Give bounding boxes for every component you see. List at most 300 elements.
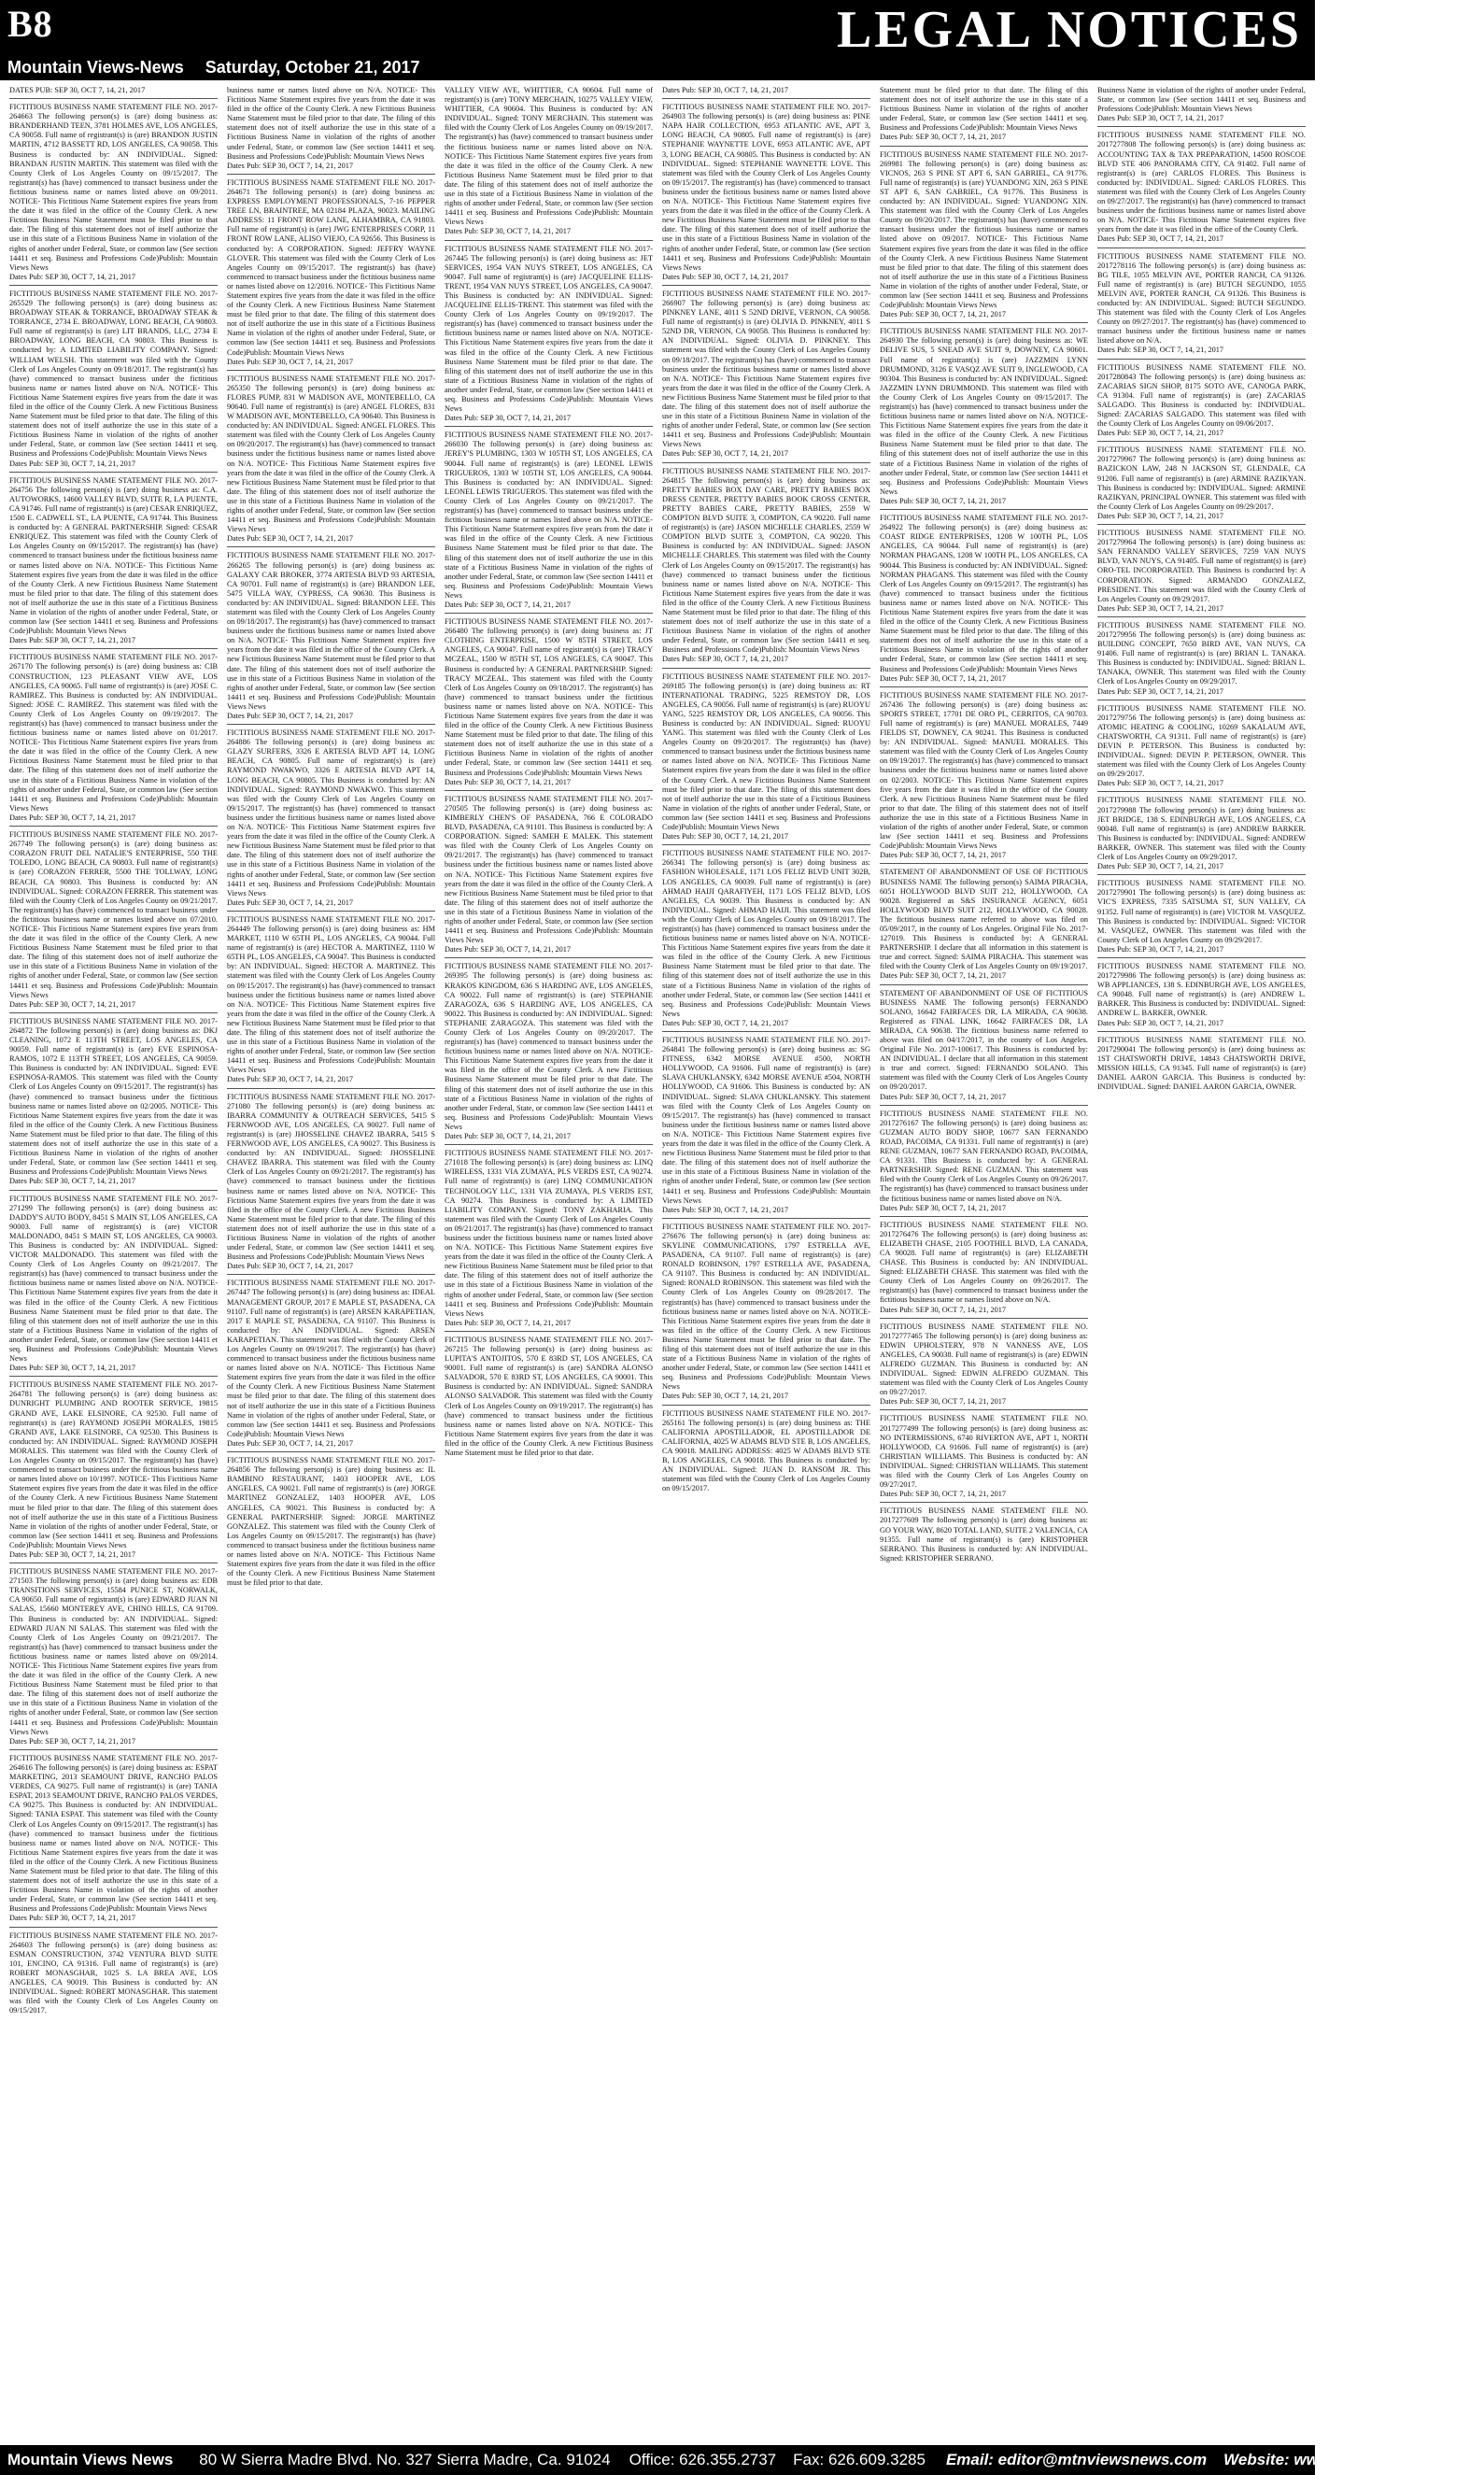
notice-heading: FICTITIOUS BUSINESS NAME STATEMENT FILE NO. 2017278116 (1097, 251, 1306, 270)
notice-body: The following person(s) is (are) doing business as: GUZMAN AUTO BODY SHOP, 10677 SAN FERNANDO ROAD, PACOIMA, CA 91331. Full name of registrant(s) is (are) RENE GUZMAN, 10677 SAN FERNANDO ROAD, PACOIMA, CA 91331. This Business is conducted by: A GENERAL PARTNERSHIP. Signed: RENE GUZMAN. This statement was filed with the County Clerk of Los Angeles County on 09/26/2017. The registrant(s) has (have) commenced to transact business under the fictitious business name or names listed above on N/A. (880, 1118, 1088, 1203)
legal-notice (9, 290, 218, 469)
notice-body: The following person(s) is (are) doing business as: WB APPLIANCES, 138 S. EDINBURGH AVE, LOS ANGELES, CA 90048. Full name of registrant(s) is (are) ANDREW L. BARKER. This Business is conducted by: INDIVIDUAL. Signed: ANDREW L. BARKER, OWNER. (1097, 971, 1306, 1018)
notice-divider (9, 1012, 218, 1013)
notice-body: The following person(s) is (are) doing business as: HM MARKET, 1110 W 65TH PL, LOS ANGELES, CA 90044. Full name of registrant(s) is (are) HECTOR A. MARTINEZ, 1110 W 65TH PL, LOS ANGELES, CA 90047. This Business is conducted by: AN INDIVIDUAL. Signed: HECTOR A. MARTINEZ. This statement was filed with the County Clerk of Los Angeles County on 09/15/2017. The registrant(s) has (have) commenced to transact business under the fictitious business name or names listed above on N/A. NOTICE- This Fictitious Name Statement expires five years from the date it was filed in the office of the County Clerk. A new Fictitious Business Name Statement must be filed prior to that date. The filing of this statement does not of itself authorize the use in this state of a Fictitious Business Name in violation of the rights of another under Federal, State, or common law (See section 14411 et seq. Business and Professions Code)Publish: Mountain Views News (227, 924, 435, 1075)
legal-notice (445, 617, 653, 787)
legal-notice (880, 1110, 1088, 1213)
notice-divider (662, 1405, 870, 1406)
notice-heading: FICTITIOUS BUSINESS NAME STATEMENT FILE NO. 2017-264872 (9, 1016, 218, 1035)
notice-body: The following person(s) is (are) doing business as: ESMAN CONSTRUCTION, 3742 VENTURA BLVD SUITE 101, ENCINO, CA 91316. Full name of registrant(s) is (are) ROBERT MONASGHAR, 1025 S. LA BREA AVE, LOS ANGELES, CA 90019. This Business is conducted by: AN INDIVIDUAL. Signed: ROBERT MONASGHAR. This statement was filed with the County Clerk of Los Angeles County on 09/15/2017. (9, 1940, 218, 2015)
notice-heading: FICTITIOUS BUSINESS NAME STATEMENT FILE NO. 2017276167 (880, 1109, 1088, 1127)
legal-notice (1097, 796, 1306, 871)
legal-notice (9, 1380, 218, 1560)
notice-heading: FICTITIOUS BUSINESS NAME STATEMENT FILE NO. 2017-271503 (9, 1567, 218, 1586)
legal-notice (9, 1567, 218, 1747)
notice-heading: FICTITIOUS BUSINESS NAME STATEMENT FILE NO. 2017-266907 (662, 289, 870, 307)
notice-body: The following person(s) is (are) doing business as: ATOMIC HEATING & COOLING, 10269 SAKALAUM AVE, CHATSWORTH, CA 91311. Full name of registrant(s) is (are) DEVIN P. PETERSON. This Business is conducted by: INDIVIDUAL. Signed: DEVIN P. PETERSON, OWNER. This statement was filed with the County Clerk of Los Angeles County on 09/29/2017. (1097, 713, 1306, 779)
issue-date: Saturday, October 21, 2017 (205, 58, 420, 77)
footer-fax: Fax: 626.609.3285 (793, 2451, 926, 2468)
legal-notice (1097, 446, 1306, 521)
notice-publication-dates: Dates Pub: SEP 30, OCT 7, 14, 21, 2017 (1097, 429, 1224, 438)
notice-heading: FICTITIOUS BUSINESS NAME STATEMENT FILE NO. 2017-265350 (227, 374, 435, 392)
legal-notice (1097, 1036, 1306, 1093)
notice-divider (9, 1749, 218, 1750)
notice-column (445, 86, 653, 2440)
notice-body: The following person(s) is (are) doing business as: SKYLINE COMMUNICATIONS, 1797 ESTRELLA AVE, PASADENA, CA 91107. Full name of registrant(s) is (are) RONALD ROBINSON, 1797 ESTRELLA AVE, PASADENA, CA 91107. This Business is conducted by: AN INDIVIDUAL. Signed: RONALD ROBINSON. This statement was filed with the County Clerk of Los Angeles County on 09/28/2017. The registrant(s) has (have) commenced to transact business under the fictitious business name or names listed above on N/A. NOTICE- This Fictitious Name Statement expires five years from the date it was filed in the office of the County Clerk. A new Fictitious Business Name Statement must be filed prior to that date. The filing of this statement does not of itself authorize the use in this state of a Fictitious Business Name in violation of the rights of another under Federal, State, or common law (See section 14411 et seq. Business and Professions Code)Publish: Mountain Views News (662, 1231, 870, 1392)
notice-publication-dates: Dates Pub: SEP 30, OCT 7, 14, 21, 2017 (662, 1392, 789, 1401)
legal-notice (880, 86, 1088, 143)
footer-phone: Office: 626.355.2737 (629, 2451, 777, 2468)
notice-publication-dates: Dates Pub: SEP 30, OCT 7, 14, 21, 2017 (1097, 346, 1224, 355)
notice-body: The following person(s) is (are) doing business as: CIB CONSTRUCTION, 123 PLEASANT VIEW AVE, LOS ANGELES, CA 90065. Full name of registrant(s) is (are) JOSE C. RAMIREZ. This Business is conducted by: AN INDIVIDUAL. Signed: JOSE C. RAMIREZ. This statement was filed with the County Clerk of Los Angeles County on 09/19/2017. The registrant(s) has (have) commenced to transact business under the fictitious business name or names listed above on 01/2017. NOTICE- This Fictitious Name Statement expires five years from the date it was filed in the office of the County Clerk. A new Fictitious Business Name Statement must be filed prior to that date. The filing of this statement does not of itself authorize the use in this state of a Fictitious Business Name in violation of the rights of another under Federal, State, or common law (See section 14411 et seq. Business and Professions Code)Publish: Mountain Views News (9, 662, 218, 813)
legal-notice (880, 1414, 1088, 1499)
notice-body: The following person(s) is (are) doing business as: PRETTY BABIES BOX DAY CARE, PRETTY BABIES BOX DRESS CENTER, PRETTY BABIES BOOK CROSS CENTER, PRETTY BABIES CARE, PRETTY BABIES, 2559 W COMPTON BLVD SUITE 3, COMPTON, CA 90220. Full name of registrant(s) is (are) JASON MICHELLE CHARLES, 2559 W COMPTON BLVD SUITE 3, COMPTON, CA 90220. This Business is conducted by: AN INDIVIDUAL. Signed: JASON MICHELLE CHARLES. This statement was filed with the County Clerk of Los Angeles County on 09/15/2017. The registrant(s) has (have) commenced to transact business under the fictitious business name or names listed above on N/A. NOTICE- This Fictitious Name Statement expires five years from the date it was filed in the office of the County Clerk. A new Fictitious Business Name Statement must be filed prior to that date. The filing of this statement does not of itself authorize the use in this state of a Fictitious Business Name in violation of the rights of another under Federal, State, or common law (See section 14411 et seq. Business and Professions Code)Publish: Mountain Views News (662, 475, 870, 655)
notice-divider (9, 98, 218, 99)
notice-publication-dates: Dates Pub: SEP 30, OCT 7, 14, 21, 2017 (445, 945, 572, 955)
legal-notice (227, 551, 435, 721)
notice-divider (1097, 957, 1306, 958)
notice-divider (1097, 616, 1306, 617)
notice-heading: FICTITIOUS BUSINESS NAME STATEMENT FILE NO. 2017279964 (1097, 529, 1306, 547)
notice-body: The following person(s) is (are) doing business as: VIC'S EXPRESS, 7335 SATSUMA ST, SUN VALLEY, CA 91352. Full name of registrant(s) is (are) VICTOR M. VASQUEZ. This Business is conducted by: INDIVIDUAL. Signed: VICTOR M. VASQUEZ, OWNER. This statement was filed with the County Clerk of Los Angeles County on 09/29/2017. (1097, 888, 1306, 944)
notice-heading: FICTITIOUS BUSINESS NAME STATEMENT FILE NO. 2017-270505 (445, 794, 653, 813)
notice-body: The following person(s) is (are) doing business as: EDB TRANSITIONS SERVICES, 15584 PUNICE ST, NORWALK, CA 90650. Full name of registrant(s) is (are) EDWARD JUAN NI SALAS, 15660 MONTEREY AVE, CHINO HILLS, CA 91709. This Business is conducted by: AN INDIVIDUAL. Signed: EDWARD JUAN NI SALAS. This statement was filed with the County Clerk of Los Angeles County on 09/21/2017. The registrant(s) has (have) commenced to transact business under the fictitious business name or names listed above on 09/2014. NOTICE- This Fictitious Name Statement expires five years from the date it was filed in the office of the County Clerk. A new Fictitious Business Name Statement must be filed prior to that date. The filing of this statement does not of itself authorize the use in this state of a Fictitious Business Name in violation of the rights of another under Federal, State, or common law (See section 14411 et seq. Business and Professions Code)Publish: Mountain Views News (9, 1577, 218, 1736)
notice-body: The following person(s) is (are) doing business as: NO INTERMISSIONS, 6740 RIVERTON AVE, APT 1, NORTH HOLLYWOOD, CA 91606. Full name of registrant(s) is (are) CHRISTIAN WILLIAMS. This Business is conducted by: AN INDIVIDUAL. Signed: CHRISTIAN WILLIAMS. This statement was filed with the County Clerk of Los Angeles County on 09/27/2017. (880, 1423, 1088, 1490)
legal-notice (880, 1221, 1088, 1315)
notice-publication-dates: Dates Pub: SEP 30, OCT 7, 14, 21, 2017 (1097, 1018, 1224, 1027)
notice-heading: FICTITIOUS BUSINESS NAME STATEMENT FILE NO. 2017-264886 (227, 728, 435, 747)
notice-body: The following person(s) is (are) doing business as: BUILDING CONCEPT, 7650 BIRD AVE, VAN NUYS, CA 91406. Full name of registrant(s) is (are) BRIAN L. TANAKA. This Business is conducted by: INDIVIDUAL. Signed: BRIAN L. TANAKA, OWNER. This statement was filed with the County Clerk of Los Angeles County on 09/29/2017. (1097, 629, 1306, 686)
legal-notice (880, 868, 1088, 981)
notice-publication-dates: Dates Pub: SEP 30, OCT 7, 14, 21, 2017 (880, 971, 1007, 981)
notice-body: The following person(s) SAIMA PIRACHA, 6051 HOLLYWOOD BLVD SUIT 212, HOLLYWOOD, CA 90028. Registered as S&S INSURANCE AGENCY, 6051 HOLLYWOOD BLVD SUIT 212, HOLLYWOOD, CA 90028. The fictitious business name referred to above was filed on 05/09/2017, in the county of Los Angeles. Original File No. 2017-127019. This Business is conducted by: A GENERAL PARTNERSHIP. I declare that all information in this statement is true and correct. Signed: SAIMA PIRACHA. This statement was filed with the County Clerk of Los Angeles County on 09/19/2017. (880, 877, 1088, 971)
notice-divider (880, 1502, 1088, 1503)
legal-notice (227, 1279, 435, 1449)
notice-publication-dates: Dates Pub: SEP 30, OCT 7, 14, 21, 2017 (227, 534, 354, 544)
notice-divider (9, 472, 218, 473)
notice-body: The following person(s) is (are) doing business as: KIMBERLY CHEN'S OF PASADENA, 766 E COLORADO BLVD, PASADENA, CA 91101. This Business is conducted by: A CORPORATION. Signed: SAMEH E MALEK. This statement was filed with the County Clerk of Los Angeles County on 09/21/2017. The registrant(s) has (have) commenced to transact business under the fictitious business name or names listed above on N/A. NOTICE- This Fictitious Name Statement expires five years from the date it was filed in the office of the County Clerk. A new Fictitious Business Name Statement must be filed prior to that date. The filing of this statement does not of itself authorize the use in this state of a Fictitious Business Name in violation of the rights of another under Federal, State, or common law (See section 14411 et seq. Business and Professions Code)Publish: Mountain Views News (445, 803, 653, 945)
legal-notice (880, 150, 1088, 320)
notice-body: The following person(s) is (are) doing business as: RT INTERNATIONAL TRADING, 5225 REMSTOY DR, LOS ANGELES, CA 90056. Full name of registrant(s) is (are) RUOYU YANG, 5225 REMSTOY DR, LOS ANGELES, CA 90056. This Business is conducted by: AN INDIVIDUAL. Signed: RUOYU YANG. This statement was filed with the County Clerk of Los Angeles County on 09/20/2017. The registrant(s) has (have) commenced to transact business under the fictitious business name or names listed above on N/A. NOTICE- This Fictitious Name Statement expires five years from the date it was filed in the office of the County Clerk. A new Fictitious Business Name Statement must be filed prior to that date. The filing of this statement does not of itself authorize the use in this state of a Fictitious Business Name in violation of the rights of another under Federal, State, or common law (See section 14411 et seq. Business and Professions Code)Publish: Mountain Views News (662, 681, 870, 832)
notice-divider (1097, 441, 1306, 442)
notice-publication-dates: Dates Pub: SEP 30, OCT 7, 14, 21, 2017 (9, 636, 136, 645)
notice-divider (227, 1274, 435, 1275)
legal-notice (1097, 704, 1306, 789)
notice-heading: FICTITIOUS BUSINESS NAME STATEMENT FILE NO. 2017-264603 (9, 1930, 218, 1949)
notice-body: The following person(s) is (are) doing business as: CORAZON FRUIT DEL NATALIE'S ENTERPRISE, 550 THE TOLEDO, LONG BEACH, CA 90803. Full name of registrant(s) is (are) CORAZON FERRER, 5500 THE TOLLWAY, LONG BEACH, CA 90803. This Business is conducted by: AN INDIVIDUAL. Signed: CORAZON FERRER. This statement was filed with the County Clerk of Los Angeles County on 09/21/2017. The registrant(s) has (have) commenced to transact business under the fictitious business name or names listed above on 07/2010. NOTICE- This Fictitious Name Statement expires five years from the date it was filed in the office of the County Clerk. A new Fictitious Business Name Statement must be filed prior to that date. The filing of this statement does not of itself authorize the use in this state of a Fictitious Business Name in violation of the rights of another under Federal, State, or common law (See section 14411 et seq. Business and Professions Code)Publish: Mountain Views News (9, 840, 218, 999)
footer-website[interactable]: Website: www.mtnviewsnews.com (1223, 2451, 1484, 2468)
notice-body: The following person(s) is (are) doing business as: ELIZABETH CHASE, 2105 FOOTHILL BLVD, LA CANADA, CA 90028. Full name of registrant(s) is (are) ELIZABETH CHASE. This Business is conducted by: AN INDIVIDUAL. Signed: ELIZABETH CHASE. This statement was filed with the County Clerk of Los Angeles County on 09/26/2017. The registrant(s) has (have) commenced to transact business under the fictitious business name or names listed above on N/A. (880, 1229, 1088, 1305)
legal-notice (1097, 86, 1306, 123)
notice-divider (9, 1376, 218, 1377)
notice-divider (880, 322, 1088, 323)
notice-divider (1097, 126, 1306, 127)
notice-body: The following person(s) is (are) doing business as: IBARRA COMMUNITY & OUTREACH SERVICES, 5415 S FERNWOOD AVE, LOS ANGELES, CA 90027. Full name of registrant(s) is (are) JHOSSELINE CHAVEZ IBARRA, 5415 S FERNWOOD AVE, LOS ANGELES, CA 90027. This Business is conducted by: AN INDIVIDUAL. Signed: JHOSSELINE CHAVEZ IBARRA. This statement was filed with the County Clerk of Los Angeles County on 09/21/2017. The registrant(s) has (have) commenced to transact business under the fictitious business name or names listed above on N/A. NOTICE- This Fictitious Name Statement expires five years from the date it was filed in the office of the County Clerk. A new Fictitious Business Name Statement must be filed prior to that date. The filing of this statement does not of itself authorize the use in this state of a Fictitious Business Name in violation of the rights of another under Federal, State, or common law (See section 14411 et seq. Business and Professions Code)Publish: Mountain Views News (227, 1101, 435, 1262)
notice-heading: STATEMENT OF ABANDONMENT OF USE OF FICTITIOUS BUSINESS NAME (880, 988, 1088, 1007)
notice-divider (662, 98, 870, 99)
notice-heading: FICTITIOUS BUSINESS NAME STATEMENT FILE NO. 2017-269395 (445, 962, 653, 981)
notice-publication-dates: Dates Pub: SEP 30, OCT 7, 14, 21, 2017 (880, 496, 1007, 505)
notice-heading: FICTITIOUS BUSINESS NAME STATEMENT FILE NO. 2017279756 (1097, 703, 1306, 722)
notice-body: The following person(s) is (are) doing business as: THE CALIFORNIA APOSTILLADOR, EL APOSTILLADOR DE CALIFORNIA, 4025 W ADAMS BLVD STE B, LOS ANGELES, CA 90018. MAILING ADDRESS: 4025 W ADAMS BLVD STE B, LOS ANGELES, CA 90018. This Business is conducted by: AN INDIVIDUAL. Signed: JUAN D. RANSOM JR. This statement was filed with the County Clerk of Los Angeles County on 09/15/2017. (662, 1418, 870, 1493)
notice-publication-dates: Dates Pub: SEP 30, OCT 7, 14, 21, 2017 (1097, 862, 1224, 871)
legal-notice (880, 1506, 1088, 1563)
notice-publication-dates: Dates Pub: SEP 30, OCT 7, 14, 21, 2017 (1097, 114, 1224, 123)
notice-divider (1097, 791, 1306, 792)
notice-column (662, 86, 870, 2440)
notice-publication-dates: Dates Pub: SEP 30, OCT 7, 14, 21, 2017 (1097, 234, 1224, 244)
notice-body: The following person(s) is (are) doing business as: FASHION WHOLESALE, 1171 LOS FELIZ BLVD UNIT 302B, LOS ANGELES, CA 90039. Full name of registrant(s) is (are) AHMAD HAIJI QARAFIYEH, 1171 LOS FELIZ BLVD, LOS ANGELES, CA 90039. This Business is conducted by: AN INDIVIDUAL. Signed: AHMAD HAIJI. This statement was filed with the County Clerk of Los Angeles County on 09/18/2017. The registrant(s) has (have) commenced to transact business under the fictitious business name or names listed above on N/A. NOTICE- This Fictitious Name Statement expires five years from the date it was filed in the office of the County Clerk. A new Fictitious Business Name Statement must be filed prior to that date. The filing of this statement does not of itself authorize the use in this state of a Fictitious Business Name in violation of the rights of another under Federal, State, or common law (See section 14411 et seq. Business and Professions Code)Publish: Mountain Views News (662, 858, 870, 1018)
notice-body: The following person(s) is (are) doing business as: BG TILE, 1055 MELVIN AVE, PORTER RANCH, CA 91326. Full name of registrant(s) is (are) BUTCH SEGUNDO, 1055 MELVIN AVE, PORTER RANCH, CA 91326. This Business is conducted by: AN INDIVIDUAL. Signed: BUTCH SEGUNDO. This statement was filed with the County Clerk of Los Angeles County on 09/27/2017. The registrant(s) has (have) commenced to transact business under the fictitious business name or names listed above on N/A. (1097, 261, 1306, 346)
notice-publication-dates: Dates Pub: SEP 30, OCT 7, 14, 21, 2017 (9, 1549, 136, 1559)
legal-notice (880, 1322, 1088, 1407)
notice-publication-dates: Dates Pub: SEP 30, OCT 7, 14, 21, 2017 (662, 655, 789, 664)
notice-body: The following person(s) is (are) doing business as: PINKNEY LANE, 4011 S 52ND DRIVE, VERNON, CA 90058. Full name of registrant(s) is (are) OLIVIA D. PINKNEY, 4011 S 52ND DR, VERNON, CA 90058. This Business is conducted by: AN INDIVIDUAL. Signed: OLIVIA D. PINKNEY. This statement was filed with the County Clerk of Los Angeles County on 09/18/2017. The registrant(s) has (have) commenced to transact business under the fictitious business name or names listed above on N/A. NOTICE- This Fictitious Name Statement expires five years from the date it was filed in the office of the County Clerk. A new Fictitious Business Name Statement must be filed prior to that date. The filing of this statement does not of itself authorize the use in this state of a Fictitious Business Name in violation of the rights of another under Federal, State, or common law (See section 14411 et seq. Business and Professions Code)Publish: Mountain Views News (662, 298, 870, 449)
notice-divider (445, 957, 653, 958)
notice-body: The following person(s) is (are) doing business as: DKJ CLEANING, 1072 E 113TH STREET, LOS ANGELES, CA 90059. Full name of registrant(s) is (are) EVE ESPINOSA-RAMOS, 1072 E 113TH STREET, LOS ANGELES, CA 90059. This Business is conducted by: AN INDIVIDUAL. Signed: EVE ESPINOSA-RAMOS. This statement was filed with the County Clerk of Los Angeles County on 09/15/2017. The registrant(s) has (have) commenced to transact business under the fictitious business name or names listed above on 02/2005. NOTICE- This Fictitious Name Statement expires five years from the date it was filed in the office of the County Clerk. A new Fictitious Business Name Statement must be filed prior to that date. The filing of this statement does not of itself authorize the use in this state of a Fictitious Business Name in violation of the rights of another under Federal, State, or common law (See section 14411 et seq. Business and Professions Code)Publish: Mountain Views News (9, 1025, 218, 1177)
notice-publication-dates: Dates Pub: SEP 30, OCT 7, 14, 21, 2017 (227, 712, 354, 720)
page-number: B8 (7, 3, 53, 45)
legal-notice (445, 795, 653, 955)
legal-notice (9, 1195, 218, 1374)
notice-body: Business Name in violation of the rights of another under Federal, State, or common law (See section 14411 et seq. Business and Professions Code)Publish: Mountain Views News (1097, 86, 1306, 114)
legal-notice (9, 1754, 218, 1924)
legal-notice (227, 86, 435, 171)
notice-heading: FICTITIOUS BUSINESS NAME STATEMENT FILE NO. 2017-264856 (227, 1456, 435, 1475)
notice-publication-dates: Dates Pub: SEP 30, OCT 7, 14, 21, 2017 (9, 272, 136, 281)
notice-body: The following person(s) is (are) doing business as: SG FITNESS, 6342 MORSE AVENUE #500, NORTH HOLLYWOOD, CA 91606. Full name of registrant(s) is (are) SLAVA CHUKLANSKY, 6342 MORSE AVENUE #504, NORTH HOLLYWOOD, CA 91606. This Business is conducted by: AN INDIVIDUAL. Signed: SLAVA CHUKLANSKY. This statement was filed with the County Clerk of Los Angeles County on 09/15/2017. The registrant(s) has (have) commenced to transact business under the fictitious business name or names listed above on N/A. NOTICE- This Fictitious Name Statement expires five years from the date it was filed in the office of the County Clerk. A new Fictitious Business Name Statement must be filed prior to that date. The filing of this statement does not of itself authorize the use in this state of a Fictitious Business Name in violation of the rights of another under Federal, State, or common law (See section 14411 et seq. Business and Professions Code)Publish: Mountain Views News (662, 1045, 870, 1205)
notice-body: The following person(s) is (are) doing business as: DADDY'S AUTO BODY, 8451 S MAIN ST, LOS ANGELES, CA 90003. Full name of registrant(s) is (are) VICTOR MALDONADO, 8451 S MAIN ST, LOS ANGELES, CA 90003. This Business is conducted by: AN INDIVIDUAL. Signed: VICTOR MALDONADO. This statement was filed with the County Clerk of Los Angeles County on 09/21/2017. The registrant(s) has (have) commenced to transact business under the fictitious business name or names listed above on N/A. NOTICE- This Fictitious Name Statement expires five years from the date it was filed in the office of the County Clerk. A new Fictitious Business Name Statement must be filed prior to that date. The filing of this statement does not of itself authorize the use in this state of a Fictitious Business Name in violation of the rights of another under Federal, State, or common law (See section 14411 et seq. Business and Professions Code)Publish: Mountain Views News (9, 1203, 218, 1364)
legal-notice (662, 1223, 870, 1402)
notice-body: VALLEY VIEW AVE, WHITTIER, CA 90604. Full name of registrant(s) is (are) TONY MERCHAIN, 10275 VALLEY VIEW, WHITTIER, CA 90604. This Business is conducted by: AN INDIVIDUAL. Signed: TONY MERCHAIN. This statement was filed with the County Clerk of Los Angeles County on 09/19/2017. The registrant(s) has (have) commenced to transact business under the fictitious business name or names listed above on N/A. NOTICE- This Fictitious Name Statement expires five years from the date it was filed in the office of the County Clerk. A new Fictitious Business Name Statement must be filed prior to that date. The filing of this statement does not of itself authorize the use in this state of a Fictitious Business Name in violation of the rights of another under Federal, State, or common law (See section 14411 et seq. Business and Professions Code)Publish: Mountain Views News (445, 86, 653, 227)
notice-column (227, 86, 435, 2440)
notice-heading: FICTITIOUS BUSINESS NAME STATEMENT FILE NO. 2017-264903 (662, 103, 870, 121)
notice-divider (227, 911, 435, 912)
notice-heading: FICTITIOUS BUSINESS NAME STATEMENT FILE NO. 2017-264815 (662, 466, 870, 485)
notice-divider (880, 1318, 1088, 1319)
legal-notice (662, 672, 870, 842)
notice-body: The following person(s) is (are) doing business as: JET SERVICES, 1954 VAN NUYS STREET, LOS ANGELES, CA 90047. Full name of registrant(s) is (are) JACQUELINE ELLIS-TRENT, 1954 VAN NUYS STREET, LOS ANGELES, CA 90047. This Business is conducted by: AN INDIVIDUAL. Signed: JACQUELINE ELLIS-TRENT. This statement was filed with the County Clerk of Los Angeles County on 09/19/2017. The registrant(s) has (have) commenced to transact business under the fictitious business name or names listed above on N/A. NOTICE- This Fictitious Name Statement expires five years from the date it was filed in the office of the County Clerk. A new Fictitious Business Name Statement must be filed prior to that date. The filing of this statement does not of itself authorize the use in this state of a Fictitious Business Name in violation of the rights of another under Federal, State, or common law (See section 14411 et seq. Business and Professions Code)Publish: Mountain Views News (445, 253, 653, 414)
notice-body: The following person(s) is (are) doing business as: ACCOUNTING TAX & TAX PREPARATION, 14500 ROSCOE BLVD STE 406 PANORAMA CITY, CA 91402. Full name of registrant(s) is (are) CARLOS FLORES. This Business is conducted by: INDIVIDUAL. Signed: CARLOS FLORES. This statement was filed with the County Clerk of Los Angeles County on 09/27/2017. The registrant(s) has (have) commenced to transact business under the fictitious business name or names listed above on N/A. NOTICE- This Fictitious Name Statement expires five years from the date it was filed in the office of the County Clerk. (1097, 140, 1306, 234)
paper-name: Mountain Views-News (7, 58, 184, 77)
legal-notice (9, 653, 218, 823)
notice-publication-dates: Dates Pub: SEP 30, OCT 7, 14, 21, 2017 (880, 1397, 1007, 1407)
notice-heading: FICTITIOUS BUSINESS NAME STATEMENT FILE NO. 2017-264449 (227, 914, 435, 933)
notice-publication-dates: Dates Pub: SEP 30, OCT 7, 14, 21, 2017 (9, 1364, 136, 1373)
notice-heading: FICTITIOUS BUSINESS NAME STATEMENT FILE NO. 2017-264781 (9, 1380, 218, 1399)
notice-heading: FICTITIOUS BUSINESS NAME STATEMENT FILE NO. 2017-267436 (880, 690, 1088, 709)
notice-heading: FICTITIOUS BUSINESS NAME STATEMENT FILE NO. 2017-265529 (9, 289, 218, 307)
notice-body: The following person(s) is (are) doing business as: EXPRESS EMPLOYMENT PROFESSIONALS, 7-16 PEPPER TREE LN, BRAINTREE, MA 02184 PLAZA, 90023. MAILING ADDRESS: 11 FRONT ROW LANE, ALHAMBRA, CA 91803. Full name of registrant(s) is (are) JWG ENTERPRISES CORP, 11 FRONT ROW LANE, ALISO VIEJO, CA 92656. This Business is conducted by: A CORPORATION. Signed: JEFFRY WAYNE GLOVER. This statement was filed with the County Clerk of Los Angeles County on 09/15/2017. The registrant(s) has (have) commenced to transact business under the fictitious business name or names listed above on 12/2016. NOTICE- This Fictitious Name Statement expires five years from the date it was filed in the office of the County Clerk. A new Fictitious Business Name Statement must be filed prior to that date. The filing of this statement does not of itself authorize the use in this state of a Fictitious Business Name in violation of the rights of another under Federal, State, or common law (See section 14411 et seq. Business and Professions Code)Publish: Mountain Views News (227, 187, 435, 357)
notice-divider (9, 285, 218, 286)
notice-heading: FICTITIOUS BUSINESS NAME STATEMENT FILE NO. 2017-271299 (9, 1194, 218, 1212)
notice-body: The following person(s) is (are) doing business as: SPORTS STREET, 17701 DE ORO PL, CERRITOS, CA 90703. Full name of registrant(s) is (are) MANUEL MORALES, 7449 FIELDS ST, DOWNEY, CA 90241. This Business is conducted by: AN INDIVIDUAL. Signed: MANUEL MORALES. This statement was filed with the County Clerk of Los Angeles County on 09/19/2017. The registrant(s) has (have) commenced to transact business under the fictitious business name or names listed above on 02/2003. NOTICE- This Fictitious Name Statement expires five years from the date it was filed in the office of the County Clerk. A new Fictitious Business Name Statement must be filed prior to that date. The filing of this statement does not of itself authorize the use in this state of a Fictitious Business Name in violation of the rights of another under Federal, State, or common law (See section 14411 et seq. Business and Professions Code)Publish: Mountain Views News (880, 700, 1088, 851)
notice-column (9, 86, 218, 2440)
notice-body: The following person(s) is (are) doing business as: PINE NAPA HAIR COLLECTION, 6953 ATLANTIC AVE, APT 3, LONG BEACH, CA 90805. Full name of registrant(s) is (are) STEPHANIE WAYNETTE LOVE, 6953 ATLANTIC AVE, APT 3, LONG BEACH, CA 90805. This Business is conducted by: AN INDIVIDUAL. Signed: STEPHANIE WAYNETTE LOVE. This statement was filed with the County Clerk of Los Angeles County on 09/15/2017. The registrant(s) has (have) commenced to transact business under the fictitious business name or names listed above on N/A. NOTICE- This Fictitious Name Statement expires five years from the date it was filed in the office of the County Clerk. A new Fictitious Business Name Statement must be filed prior to that date. The filing of this statement does not of itself authorize the use in this state of a Fictitious Business Name in violation of the rights of another under Federal, State, or common law (See section 14411 et seq. Business and Professions Code)Publish: Mountain Views News (662, 112, 870, 272)
notice-divider (662, 1218, 870, 1219)
notice-body: The following person(s) is (are) doing business as: KRAKOS KINGDOM, 636 S HARDING AVE, LOS ANGELES, CA 90022. Full name of registrant(s) is (are) STEPHANIE ZARAGOZA, 636 S HARDING AVE, LOS ANGELES, CA 90022. This Business is conducted by: AN INDIVIDUAL. Signed: STEPHANIE ZARAGOZA. This statement was filed with the County Clerk of Los Angeles County on 09/20/2017. The registrant(s) has (have) commenced to transact business under the fictitious business name or names listed above on N/A. NOTICE- This Fictitious Name Statement expires five years from the date it was filed in the office of the County Clerk. A new Fictitious Business Name Statement must be filed prior to that date. The filing of this statement does not of itself authorize the use in this state of a Fictitious Business Name in violation of the rights of another under Federal, State, or common law (See section 14411 et seq. Business and Professions Code)Publish: Mountain Views News (445, 971, 653, 1131)
notice-body: The following person(s) is (are) doing business as: SAN FERNANDO VALLEY SERVICES, 7259 VAN NUYS BLVD, VAN NUYS, CA 91405. Full name of registrant(s) is (are) ORO-TEL INCORPORATED. This Business is conducted by: A CORPORATION. Signed: ARMANDO GONZALEZ, PRESIDENT. This statement was filed with the County Clerk of Los Angeles County on 09/29/2017. (1097, 538, 1306, 603)
notice-divider (880, 1216, 1088, 1217)
notice-publication-dates: Dates Pub: SEP 30, OCT 7, 14, 21, 2017 (880, 133, 1007, 142)
notice-divider (445, 790, 653, 791)
notice-publication-dates: Dates Pub: SEP 30, OCT 7, 14, 21, 2017 (445, 227, 572, 236)
notice-publication-dates: Dates Pub: SEP 30, OCT 7, 14, 21, 2017 (445, 414, 572, 423)
notice-divider (880, 984, 1088, 985)
legal-notice (880, 514, 1088, 684)
notice-body: The following person(s) is (are) doing business as: ZACARIAS SIGN SHOP, 8175 SOTO AVE, CANOGA PARK, CA 91304. Full name of registrant(s) is (are) ZACARIAS SALGADO. This Business is conducted by: INDIVIDUAL. Signed: ZACARIAS SALGADO. This statement was filed with the County Clerk of Los Angeles County on 09/06/2017. (1097, 372, 1306, 429)
notice-body: The following person(s) is (are) doing business as: IL BAMBINO RESTAURANT, 1403 HOOPER AVE, LOS ANGELES, CA 90021. Full name of registrant(s) is (are) JORGE MARTINEZ GONZALEZ, 1403 HOOPER AVE, LOS ANGELES, CA 90021. This Business is conducted by: A GENERAL PARTNERSHIP. Signed: JORGE MARTINEZ GONZALEZ. This statement was filed with the County Clerk of Los Angeles County on 09/15/2017. The registrant(s) has (have) commenced to transact business under the fictitious business name or names listed above on N/A. NOTICE- This Fictitious Name Statement expires five years from the date it was filed in the office of the County Clerk. A new Fictitious Business Name Statement must be filed prior to that date. (227, 1465, 435, 1588)
notice-publication-dates: Dates Pub: SEP 30, OCT 7, 14, 21, 2017 (1097, 511, 1224, 520)
notice-divider (445, 426, 653, 427)
notice-body: The following person(s) is (are) doing business as: JT CLOTHING ENTERPRISE, 1500 W 85TH STREET, LOS ANGELES, CA 90047. Full name of registrant(s) is (are) TRACY MCZEAL, 1500 W 85TH ST, LOS ANGELES, CA 90047. This Business is conducted by: A GENERAL PARTNERSHIP. Signed: TRACY MCZEAL. This statement was filed with the County Clerk of Los Angeles County on 09/18/2017. The registrant(s) has (have) commenced to transact business under the fictitious business name or names listed above on N/A. NOTICE- This Fictitious Name Statement expires five years from the date it was filed in the office of the County Clerk. A new Fictitious Business Name Statement must be filed prior to that date. The filing of this statement does not of itself authorize the use in this state of a Fictitious Business Name in violation of the rights of another under Federal, State, or common law (See section 14411 et seq. Business and Professions Code)Publish: Mountain Views News (445, 627, 653, 777)
notice-heading: FICTITIOUS BUSINESS NAME STATEMENT FILE NO. 2017279988 (1097, 796, 1306, 814)
legal-notice (9, 476, 218, 646)
notice-heading: FICTITIOUS BUSINESS NAME STATEMENT FILE NO. 2017-269981 (880, 149, 1088, 168)
notice-body: The following person(s) is (are) doing business as: COAST RIDGE ENTERPRISES, 1208 W 100TH PL, LOS ANGELES, CA 90044. Full name of registrant(s) is (are) NORMAN PHAGANS, 1208 W 100TH PL, LOS ANGELES, CA 90044. This Business is conducted by: AN INDIVIDUAL. Signed: NORMAN PHAGANS. This statement was filed with the County Clerk of Los Angeles County on 09/15/2017. The registrant(s) has (have) commenced to transact business under the fictitious business name or names listed above on N/A. NOTICE- This Fictitious Name Statement expires five years from the date it was filed in the office of the County Clerk. A new Fictitious Business Name Statement must be filed prior to that date. The filing of this statement does not of itself authorize the use in this state of a Fictitious Business Name in violation of the rights of another under Federal, State, or common law (See section 14411 et seq. Business and Professions Code)Publish: Mountain Views News (880, 523, 1088, 673)
notice-publication-dates: Dates Pub: SEP 30, OCT 7, 14, 21, 2017 (227, 1262, 354, 1271)
notice-divider (880, 146, 1088, 147)
notice-divider (662, 462, 870, 463)
notice-publication-dates: Dates Pub: SEP 30, OCT 7, 14, 21, 2017 (9, 813, 136, 822)
footer-email[interactable]: Email: editor@mtnviewsnews.com (945, 2451, 1208, 2468)
notice-body: The following person(s) is (are) doing business as: GLAZY SURFERS, 3326 E ARTESIA BLVD APT 14, LONG BEACH, CA 90805. Full name of registrant(s) is (are) RAYMOND NWAKWO, 3326 E ARTESIA BLVD APT 14, LONG BEACH, CA 90805. This Business is conducted by: AN INDIVIDUAL. Signed: RAYMOND NWAKWO. This statement was filed with the County Clerk of Los Angeles County on 09/15/2017. The registrant(s) has (have) commenced to transact business under the fictitious business name or names listed above on N/A. NOTICE- This Fictitious Name Statement expires five years from the date it was filed in the office of the County Clerk. A new Fictitious Business Name Statement must be filed prior to that date. The filing of this statement does not of itself authorize the use in this state of a Fictitious Business Name in violation of the rights of another under Federal, State, or common law (See section 14411 et seq. Business and Professions Code)Publish: Mountain Views News (227, 738, 435, 898)
section-title: LEGAL NOTICES (836, 1, 1302, 59)
notice-body: The following person(s) is (are) doing business as: JEREY'S PLUMBING, 1303 W 105TH ST, LOS ANGELES, CA 90044. Full name of registrant(s) is (are) LEONEL LEWIS TRIGUEROS, 1303 W 105TH ST, LOS ANGELES, CA 90044. This Business is conducted by: AN INDIVIDUAL. Signed: LEONEL LEWIS TRIGUEROS. This statement was filed with the County Clerk of Los Angeles County on 09/21/2017. The registrant(s) has (have) commenced to transact business under the fictitious business name or names listed above on N/A. NOTICE- This Fictitious Name Statement expires five years from the date it was filed in the office of the County Clerk. A new Fictitious Business Name Statement must be filed prior to that date. The filing of this statement does not of itself authorize the use in this state of a Fictitious Business Name in violation of the rights of another under Federal, State, or common law (See section 14411 et seq. Business and Professions Code)Publish: Mountain Views News (445, 440, 653, 600)
notice-divider (662, 668, 870, 669)
legal-notice (662, 467, 870, 665)
notice-heading: FICTITIOUS BUSINESS NAME STATEMENT FILE NO. 2017-267749 (9, 830, 218, 849)
notice-divider (1097, 874, 1306, 875)
legal-notice (662, 1036, 870, 1215)
notice-divider (9, 826, 218, 827)
notice-heading: DATES PUB: SEP 30, OCT 7, 14, 21, 2017 (9, 86, 146, 94)
notice-body: The following person(s) is (are) doing business as: FLORES PUMP, 831 W MADISON AVE, MONTEBELLO, CA 90640. Full name of registrant(s) is (are) ANGEL FLORES, 831 W MADISON AVE, MONTEBELLO, CA 90640. This Business is conducted by: AN INDIVIDUAL. Signed: ANGEL FLORES. This statement was filed with the County Clerk of Los Angeles County on 09/20/2017. The registrant(s) has (have) commenced to transact business under the fictitious business name or names listed above on N/A. NOTICE- This Fictitious Name Statement expires five years from the date it was filed in the office of the County Clerk. A new Fictitious Business Name Statement must be filed prior to that date. The filing of this statement does not of itself authorize the use in this state of a Fictitious Business Name in violation of the rights of another under Federal, State, or common law (See section 14411 et seq. Business and Professions Code)Publish: Mountain Views News (227, 383, 435, 534)
legal-notice (662, 849, 870, 1028)
notice-body: The following person(s) is (are) doing business as: BROADWAY STEAK & TORRANCE, BROADWAY STEAK & TORRANCE, 2734 E. BROADWAY, LONG BEACH, CA 90803. Full name of registrant(s) is (are) LIT BRANDS, LLC, 2734 E BROADWAY, LONG BEACH, CA 90803. This Business is conducted by: A LIMITED LIABILITY COMPANY. Signed: WILLIAM WELSH. This statement was filed with the County Clerk of Los Angeles County on 09/18/2017. The registrant(s) has (have) commenced to transact business under the fictitious business name or names listed above on N/A. NOTICE- This Fictitious Name Statement expires five years from the date it was filed in the office of the County Clerk. A new Fictitious Business Name Statement must be filed prior to that date. The filing of this statement does not of itself authorize the use in this state of a Fictitious Business Name in violation of the rights of another under Federal, State, or common law (See section 14411 et seq. Business and Professions Code)Publish: Mountain Views News (9, 298, 218, 459)
notice-divider (445, 1144, 653, 1145)
legal-notice (445, 86, 653, 237)
notice-body: The following person(s) is (are) doing business as: GO YOUR WAY, 8620 TOTAL LAND, SUITE 2 VALENCIA, CA 91355. Full name of registrant(s) is (are) KRISTOPHER SERRANO. This Business is conducted by: AN INDIVIDUAL. Signed: KRISTOPHER SERRANO. (880, 1516, 1088, 1563)
notice-divider (662, 1031, 870, 1032)
notice-publication-dates: Dates Pub: SEP 30, OCT 7, 14, 21, 2017 (880, 1305, 1007, 1314)
notice-divider (445, 613, 653, 614)
notice-publication-dates: Dates Pub: SEP 30, OCT 7, 14, 21, 2017 (662, 1018, 789, 1027)
legal-notice (662, 103, 870, 282)
notice-publication-dates: Dates Pub: SEP 30, OCT 7, 14, 21, 2017 (880, 310, 1007, 319)
notice-heading: FICTITIOUS BUSINESS NAME STATEMENT FILE NO. 2017-266265 (227, 551, 435, 570)
legal-notice (445, 245, 653, 424)
legal-notice (662, 86, 870, 95)
issue-line (7, 58, 437, 78)
notice-publication-dates: Dates Pub: SEP 30, OCT 7, 14, 21, 2017 (445, 1132, 572, 1141)
notice-publication-dates: Dates Pub: SEP 30, OCT 7, 14, 21, 2017 (9, 1736, 136, 1746)
notice-divider (227, 546, 435, 547)
notice-divider (227, 1088, 435, 1089)
notice-divider (662, 844, 870, 845)
notice-publication-dates: Dates Pub: SEP 30, OCT 7, 14, 21, 2017 (880, 851, 1007, 860)
notice-publication-dates: Dates Pub: SEP 30, OCT 7, 14, 21, 2017 (662, 449, 789, 459)
legal-notice (1097, 252, 1306, 356)
notice-heading: FICTITIOUS BUSINESS NAME STATEMENT FILE NO. 2017279956 (1097, 620, 1306, 639)
notice-heading: FICTITIOUS BUSINESS NAME STATEMENT FILE NO. 20172777465 (880, 1322, 1088, 1340)
legal-notice (227, 375, 435, 544)
notice-body: The following person(s) is (are) doing business as: C.A. AUTOWORKS, 14600 VALLEY BLVD, SUITE R, LA PUENTE, CA 91746. Full name of registrant(s) is (are) CESAR ENRIQUEZ, 1500 E. CADWELL ST., LA PUENTE, CA 91744. This Business is conducted by: A GENERAL PARTNERSHIP. Signed: CESAR ENRIQUEZ. This statement was filed with the County Clerk of Los Angeles County on 09/15/2017. The registrant(s) has (have) commenced to transact business under the fictitious business name or names listed above on N/A. NOTICE- This Fictitious Name Statement expires five years from the date it was filed in the office of the County Clerk. A new Fictitious Business Name Statement must be filed prior to that date. The filing of this statement does not of itself authorize the use in this state of a Fictitious Business Name in violation of the rights of another under Federal, State, or common law (See section 14411 et seq. Business and Professions Code)Publish: Mountain Views News (9, 485, 218, 636)
notice-divider (662, 285, 870, 286)
notice-body: The following person(s) is (are) doing business as: WE DELIVE SUS, 5 SNEAD AVE SUIT 9, DOWNEY, CA 90601. Full name of registrant(s) is (are) JAZZMIN LYNN DRUMMOND, 3126 E VASQZ AVE SUIT 9, INGLEWOOD, CA 90304. This Business is conducted by: AN INDIVIDUAL. Signed: JAZZMIN LYNN DRUMMOND. This statement was filed with the County Clerk of Los Angeles County on 09/15/2017. The registrant(s) has (have) commenced to transact business under the fictitious business name or names listed above on N/A. NOTICE- This Fictitious Name Statement expires five years from the date it was filed in the office of the County Clerk. A new Fictitious Business Name Statement must be filed prior to that date. The filing of this statement does not of itself authorize the use in this state of a Fictitious Business Name in violation of the rights of another under Federal, State, or common law (See section 14411 et seq. Business and Professions Code)Publish: Mountain Views News (880, 336, 1088, 496)
notice-divider (880, 509, 1088, 510)
notice-heading: FICTITIOUS BUSINESS NAME STATEMENT FILE NO. 2017-266480 (445, 617, 653, 636)
notice-divider (880, 686, 1088, 687)
notice-publication-dates: Dates Pub: SEP 30, OCT 7, 14, 21, 2017 (1097, 686, 1224, 696)
notice-heading: FICTITIOUS BUSINESS NAME STATEMENT FILE NO. 2017279986 (1097, 961, 1306, 981)
notice-publication-dates: Dates Pub: SEP 30, OCT 7, 14, 21, 2017 (445, 600, 572, 609)
notice-publication-dates: Dates Pub: SEP 30, OCT 7, 14, 21, 2017 (1097, 944, 1224, 954)
notice-heading: FICTITIOUS BUSINESS NAME STATEMENT FILE NO. 2017-271018 (445, 1149, 653, 1167)
notice-heading: FICTITIOUS BUSINESS NAME STATEMENT FILE NO. 2017-264663 (9, 103, 218, 121)
notice-publication-dates: Dates Pub: SEP 30, OCT 7, 14, 21, 2017 (9, 1914, 136, 1923)
notice-publication-dates: Dates Pub: SEP 30, OCT 7, 14, 21, 2017 (662, 1205, 789, 1214)
notice-heading: FICTITIOUS BUSINESS NAME STATEMENT FILE NO. 2017-267447 (227, 1279, 435, 1297)
legal-notice (1097, 962, 1306, 1028)
notice-column (1097, 86, 1306, 2440)
notice-publication-dates: Dates Pub: SEP 30, OCT 7, 14, 21, 2017 (445, 777, 572, 786)
legal-notice (227, 728, 435, 908)
legal-notice (9, 86, 218, 95)
notice-publication-dates: Dates Pub: SEP 30, OCT 7, 14, 21, 2017 (662, 832, 789, 842)
notice-body: The following person(s) is (are) doing business as: BAZICKON LAW, 248 N JACKSON ST, GLENDALE, CA 91206. Full name of registrant(s) is (are) ARMINE RAZIKYAN. This Business is conducted by: INDIVIDUAL. Signed: ARMINE RAZIKYAN, PRINCIPAL OWNER. This statement was filed with the County Clerk of Los Angeles County on 09/29/2017. (1097, 455, 1306, 511)
notice-publication-dates: Dates Pub: SEP 30, OCT 7, 14, 21, 2017 (880, 1203, 1007, 1212)
legal-notice (1097, 621, 1306, 697)
notice-publication-dates: Dates Pub: SEP 30, OCT 7, 14, 21, 2017 (1097, 779, 1224, 788)
legal-notice (880, 989, 1088, 1102)
notice-divider (9, 648, 218, 649)
legal-notice (1097, 879, 1306, 955)
legal-notice (227, 1093, 435, 1272)
legal-notice (880, 327, 1088, 506)
notice-heading: FICTITIOUS BUSINESS NAME STATEMENT FILE NO. 2017277808 (1097, 131, 1306, 149)
notice-heading: FICTITIOUS BUSINESS NAME STATEMENT FILE NO. 2017-276676 (662, 1222, 870, 1240)
notice-divider (227, 174, 435, 175)
notice-body: The following person(s) is (are) doing business as: ESPAT MARKETING, 2013 SEAMOUNT DRIVE, RANCHO PALOS VERDES, CA 90275. Full name of registrant(s) is (are) TANIA ESPAT, 2013 SEAMOUNT DRIVE, RANCHO PALOS VERDES, CA 90275. This Business is conducted by: AN INDIVIDUAL. Signed: TANIA ESPAT. This statement was filed with the County Clerk of Los Angeles County on 09/15/2017. The registrant(s) has (have) commenced to transact business under the fictitious business name or names listed above on N/A. NOTICE- This Fictitious Name Statement expires five years from the date it was filed in the office of the County Clerk. A new Fictitious Business Name Statement must be filed prior to that date. The filing of this statement does not of itself authorize the use in this state of a Fictitious Business Name in violation of the rights of another under Federal, State, or common law (See section 14411 et seq. Business and Professions Code)Publish: Mountain Views News (9, 1762, 218, 1914)
notice-heading: FICTITIOUS BUSINESS NAME STATEMENT FILE NO. 2017-266341 (662, 849, 870, 868)
notice-publication-dates: Dates Pub: SEP 30, OCT 7, 14, 21, 2017 (9, 1177, 136, 1186)
notice-publication-dates: Dates Pub: SEP 30, OCT 7, 14, 21, 2017 (1097, 603, 1224, 613)
notice-body: The following person(s) is (are) doing business as: EDWIN UPHOLSTERY, 978 N VANNESS AVE, LOS ANGELES, CA 90038. Full name of registrant(s) is (are) EDWIN ALFREDO GUZMAN. This Business is conducted by: AN INDIVIDUAL. Signed: EDWIN ALFREDO GUZMAN. This statement was filed with the County Clerk of Los Angeles County on 09/27/2017. (880, 1331, 1088, 1397)
legal-notice (1097, 363, 1306, 439)
legal-notice (445, 431, 653, 610)
notice-heading: FICTITIOUS BUSINESS NAME STATEMENT FILE NO. 2017277499 (880, 1414, 1088, 1433)
notice-body: The following person(s) is (are) doing business as: VICNOS, 263 S PINE ST APT 6, SAN GABRIEL, CA 91776. Full name of registrant(s) is (are) YUANDONG XIN, 263 S PINE ST APT 6, SAN GABRIEL, CA 91776. This Business is conducted by: AN INDIVIDUAL. Signed: YUANDONG XIN. This statement was filed with the County Clerk of Los Angeles County on 09/20/2017. The registrant(s) has (have) commenced to transact business under the fictitious business name or names listed above on 09/2017. NOTICE- This Fictitious Name Statement expires five years from the date it was filed in the office of the County Clerk. A new Fictitious Business Name Statement must be filed prior to that date. The filing of this statement does not of itself authorize the use in this state of a Fictitious Business Name in violation of the rights of another under Federal, State, or common law (See section 14411 et seq. Business and Professions Code)Publish: Mountain Views News (880, 159, 1088, 310)
notice-heading: FICTITIOUS BUSINESS NAME STATEMENT FILE NO. 2017-264756 (9, 475, 218, 494)
notice-publication-dates: Dates Pub: SEP 30, OCT 7, 14, 21, 2017 (445, 1318, 572, 1327)
legal-notice (9, 830, 218, 1010)
notice-heading: FICTITIOUS BUSINESS NAME STATEMENT FILE NO. 2017-267445 (445, 244, 653, 262)
notice-heading: FICTITIOUS BUSINESS NAME STATEMENT FILE NO. 2017290041 (1097, 1035, 1306, 1054)
notice-body: Statement must be filed prior to that date. The filing of this statement does not of itself authorize the use in this state of a Fictitious Business Name in violation of the rights of another under Federal, State, or common law (See section 14411 et seq. Business and Professions Code)Publish: Mountain Views News (880, 86, 1088, 133)
legal-notice (662, 290, 870, 460)
notice-body: The following person(s) is (are) doing business as: IDEAL MANAGEMENT GROUP, 2017 E MAPLE ST, PASADENA, CA 91107. Full name of registrant(s) is (are) ARSEN KARAPETIAN, 2017 E MAPLE ST, PASADENA, CA 91107. This Business is conducted by: AN INDIVIDUAL. Signed: ARSEN KARAPETIAN. This statement was filed with the County Clerk of Los Angeles County on 09/19/2017. The registrant(s) has (have) commenced to transact business under the fictitious business name or names listed above on N/A. NOTICE- This Fictitious Name Statement expires five years from the date it was filed in the office of the County Clerk. A new Fictitious Business Name Statement must be filed prior to that date. The filing of this statement does not of itself authorize the use in this state of a Fictitious Business Name in violation of the rights of another under Federal, State, or common law (See section 14411 et seq. Business and Professions Code)Publish: Mountain Views News (227, 1288, 435, 1438)
notice-heading: FICTITIOUS BUSINESS NAME STATEMENT FILE NO. 2017-264841 (662, 1036, 870, 1054)
notice-publication-dates: Dates Pub: SEP 30, OCT 7, 14, 21, 2017 (880, 1092, 1007, 1101)
notice-divider (880, 863, 1088, 864)
footer (0, 2445, 1484, 2475)
notice-divider (1097, 1031, 1306, 1032)
notice-heading: FICTITIOUS BUSINESS NAME STATEMENT FILE NO. 2017-269185 (662, 672, 870, 690)
notice-heading: FICTITIOUS BUSINESS NAME STATEMENT FILE NO. 2017277609 (880, 1506, 1088, 1525)
notice-divider (9, 1927, 218, 1928)
legal-notice (227, 178, 435, 367)
legal-notice (227, 915, 435, 1085)
notice-heading: FICTITIOUS BUSINESS NAME STATEMENT FILE NO. 2017-264922 (880, 514, 1088, 532)
notice-column (880, 86, 1088, 2440)
notice-divider (227, 1451, 435, 1452)
notice-heading: FICTITIOUS BUSINESS NAME STATEMENT FILE NO. 2017279967 (1097, 446, 1306, 464)
notice-publication-dates: Dates Pub: SEP 30, OCT 7, 14, 21, 2017 (227, 1438, 354, 1448)
notice-publication-dates: Dates Pub: SEP 30, OCT 7, 14, 21, 2017 (227, 898, 354, 907)
notice-body: The following person(s) is (are) doing business as: DUNRIGHT PLUMBING AND ROOTER SERVICE, 19815 GRAND AVE, LAKE ELSINORE, CA 92530. Full name of registrant(s) is (are) RAYMOND JOSEPH MORALES, 19815 GRAND AVE, LAKE ELSINORE, CA 92530. This Business is conducted by: AN INDIVIDUAL. Signed: RAYMOND JOSEPH MORALES. This statement was filed with the County Clerk of Los Angeles County on 09/15/2017. The registrant(s) has (have) commenced to transact business under the fictitious business name or names listed above on 10/1997. NOTICE- This Fictitious Name Statement expires five years from the date it was filed in the office of the County Clerk. A new Fictitious Business Name Statement must be filed prior to that date. The filing of this statement does not of itself authorize the use in this state of a Fictitious Business Name in violation of the rights of another under Federal, State, or common law (See section 14411 et seq. Business and Professions Code)Publish: Mountain Views News (9, 1390, 218, 1549)
notice-body: The following person(s) is (are) doing business as: BRANDERHAND TEEN, 3781 HOLMES AVE, LOS ANGELES, CA 90058. Full name of registrant(s) is (are) BRANDON JUSTIN MARTIN, 4712 BASSETT RD, LOS ANGELES, CA 90058. This Business is conducted by: AN INDIVIDUAL. Signed: BRANDAN JUSTIN MARTIN. This statement was filed with the County Clerk of Los Angeles County on 09/15/2017. The registrant(s) has (have) commenced to transact business under the fictitious business name or names listed above on 09/2011. NOTICE- This Fictitious Name Statement expires five years from the date it was filed in the office of the County Clerk. A new Fictitious Business Name Statement must be filed prior to that date. The filing of this statement does not of itself authorize the use in this state of a Fictitious Business Name in violation of the rights of another under Federal, State, or common law (See section 14411 et seq. Business and Professions Code)Publish: Mountain Views News (9, 112, 218, 272)
notice-body: The following person(s) is (are) doing business as: LINQ WIRELESS, 1331 VIA ZUMAYA, PLS VERDS EST, CA 90274. Full name of registrant(s) is (are) LINQ COMMUNICATION TECHNOLOGY LLC, 1331 VIA ZUMAYA, PLS VERDS EST, CA 90274. This Business is conducted by: A LIMITED LIABILITY COMPANY. Signed: TONY ZAKHARIA. This statement was filed with the County Clerk of Los Angeles County on 09/21/2017. The registrant(s) has (have) commenced to transact business under the fictitious business name or names listed above on N/A. NOTICE- This Fictitious Name Statement expires five years from the date it was filed in the office of the County Clerk. A new Fictitious Business Name Statement must be filed prior to that date. The filing of this statement does not of itself authorize the use in this state of a Fictitious Business Name in violation of the rights of another under Federal, State, or common law (See section 14411 et seq. Business and Professions Code)Publish: Mountain Views News (445, 1158, 653, 1318)
notice-heading: FICTITIOUS BUSINESS NAME STATEMENT FILE NO. 2017-264671 (227, 177, 435, 196)
notice-body: Dates Pub: SEP 30, OCT 7, 14, 21, 2017 (662, 86, 789, 94)
notice-heading: STATEMENT OF ABANDONMENT OF USE OF FICTITIOUS BUSINESS NAME (880, 868, 1088, 886)
notice-publication-dates: Dates Pub: SEP 30, OCT 7, 14, 21, 2017 (9, 459, 136, 468)
notice-publication-dates: Dates Pub: SEP 30, OCT 7, 14, 21, 2017 (880, 1490, 1007, 1499)
notice-divider (227, 724, 435, 725)
legal-notice (445, 962, 653, 1141)
legal-notice (445, 1336, 653, 1458)
legal-notices-columns (9, 86, 1306, 2440)
notice-heading: FICTITIOUS BUSINESS NAME STATEMENT FILE NO. 2017280843 (1097, 362, 1306, 381)
notice-divider (445, 240, 653, 241)
legal-notice (880, 691, 1088, 861)
legal-notice (9, 1931, 218, 2016)
footer-address: 80 W Sierra Madre Blvd. No. 327 Sierra Madre, Ca. 91024 (199, 2451, 611, 2468)
footer-paper-name: Mountain Views News (7, 2451, 174, 2468)
notice-publication-dates: Dates Pub: SEP 30, OCT 7, 14, 21, 2017 (662, 272, 789, 281)
legal-notice (1097, 529, 1306, 614)
legal-notice (9, 1017, 218, 1187)
notice-heading: FICTITIOUS BUSINESS NAME STATEMENT FILE NO. 2017-267215 (445, 1335, 653, 1353)
notice-divider (227, 370, 435, 371)
notice-heading: FICTITIOUS BUSINESS NAME STATEMENT FILE NO. 2017-267170 (9, 653, 218, 672)
legal-notice (662, 1409, 870, 1494)
notice-heading: FICTITIOUS BUSINESS NAME STATEMENT FILE NO. 2017-271080 (227, 1092, 435, 1110)
notice-divider (880, 1409, 1088, 1410)
notice-heading: FICTITIOUS BUSINESS NAME STATEMENT FILE NO. 2017-266030 (445, 431, 653, 449)
notice-publication-dates: Dates Pub: SEP 30, OCT 7, 14, 21, 2017 (227, 161, 354, 170)
notice-body: The following person(s) FERNANDO SOLANO, 16642 FAIRFACES DR, LA MIRADA, CA 90638. Registered as FINAL LINK, 16642 FAIRFACES DR, LA MIRADA, CA 90638. The fictitious business name referred to above was filed on 04/17/2017, in the county of Los Angeles. Original File No. 2017-100617. This Business is conducted by: AN INDIVIDUAL. I declare that all information in this statement is true and correct. Signed: FERNANDO SOLANO. This statement was filed with the County Clerk of Los Angeles County on 09/20/2017. (880, 997, 1088, 1092)
notice-heading: FICTITIOUS BUSINESS NAME STATEMENT FILE NO. 2017-265161 (662, 1408, 870, 1427)
legal-notice (1097, 131, 1306, 244)
legal-notice (227, 1456, 435, 1588)
notice-publication-dates: Dates Pub: SEP 30, OCT 7, 14, 21, 2017 (880, 673, 1007, 683)
notice-divider (1097, 359, 1306, 360)
notice-publication-dates: Dates Pub: SEP 30, OCT 7, 14, 21, 2017 (9, 999, 136, 1009)
masthead (0, 0, 1315, 80)
notice-body: The following person(s) is (are) doing business as: JET BRIDGE, 138 S. EDINBURGH AVE, LOS ANGELES, CA 90048. Full name of registrant(s) is (are) ANDREW BARKER. This Business is conducted by: INDIVIDUAL. Signed: ANDREW BARKER, OWNER. This statement was filed with the County Clerk of Los Angeles County on 09/29/2017. (1097, 805, 1306, 862)
notice-heading: FICTITIOUS BUSINESS NAME STATEMENT FILE NO. 2017-264616 (9, 1753, 218, 1772)
notice-publication-dates: Dates Pub: SEP 30, OCT 7, 14, 21, 2017 (227, 1075, 354, 1084)
notice-body: business name or names listed above on N/A. NOTICE- This Fictitious Name Statement expires five years from the date it was filed in the office of the County Clerk. A new Fictitious Business Name Statement must be filed prior to that date. The filing of this statement does not of itself authorize the use in this state of a Fictitious Business Name in violation of the rights of another under Federal, State, or common law (See section 14411 et seq. Business and Professions Code)Publish: Mountain Views News (227, 86, 435, 161)
notice-heading: FICTITIOUS BUSINESS NAME STATEMENT FILE NO. 2017-264930 (880, 327, 1088, 346)
notice-body: The following person(s) is (are) doing business as: GALAXY CAR BROKER, 3774 ARTESIA BLVD 93 ARTESIA, CA 90701. Full name of registrant(s) is (are) BRANDON LEE, 5475 VILLA WAY, CYPRESS, CA 90630. This Business is conducted by: AN INDIVIDUAL. Signed: BRANDON LEE. This statement was filed with the County Clerk of Los Angeles County on 09/18/2017. The registrant(s) has (have) commenced to transact business under the fictitious business name or names listed above on N/A. NOTICE- This Fictitious Name Statement expires five years from the date it was filed in the office of the County Clerk. A new Fictitious Business Name Statement must be filed prior to that date. The filing of this statement does not of itself authorize the use in this state of a Fictitious Business Name in violation of the rights of another under Federal, State, or common law (See section 14411 et seq. Business and Professions Code)Publish: Mountain Views News (227, 560, 435, 711)
notice-divider (880, 1105, 1088, 1106)
notice-divider (1097, 524, 1306, 525)
notice-divider (445, 1331, 653, 1332)
notice-body: The following person(s) is (are) doing business as: LUPITA'S ANTOJITOS, 570 E 83RD ST, LOS ANGELES, CA 90001. Full name of registrant(s) is (are) SANDRA ALONSO SALVADOR, 570 E 83RD ST, LOS ANGELES, CA 90001. This Business is conducted by: AN INDIVIDUAL. Signed: SANDRA ALONSO SALVADOR. This statement was filed with the County Clerk of Los Angeles County on 09/19/2017. The registrant(s) has (have) commenced to transact business under the fictitious business name or names listed above on N/A. NOTICE- This Fictitious Name Statement expires five years from the date it was filed in the office of the County Clerk. A new Fictitious Business Name Statement must be filed prior to that date. (445, 1345, 653, 1458)
